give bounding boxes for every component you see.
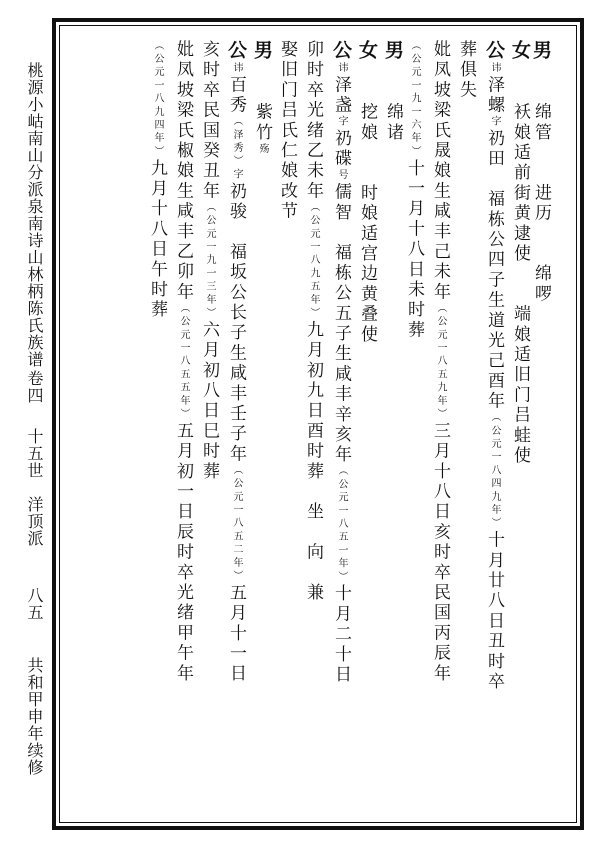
annotation-text: （公元一九一六年） xyxy=(409,40,420,159)
text-column xyxy=(405,40,422,341)
entry-marker: 公 xyxy=(330,40,352,63)
column-text: 卯时卒光绪乙未年 xyxy=(303,40,323,202)
text-column xyxy=(457,40,474,101)
edition-label: 共和甲申年续修 xyxy=(25,657,44,776)
column-text: 泽盏 xyxy=(331,75,351,116)
generation-label: 十五世 洋顶派 xyxy=(25,428,44,547)
text-column xyxy=(331,40,350,685)
annotation-text: 字 xyxy=(231,168,242,182)
column-text: 亥时卒民国癸丑年 xyxy=(199,40,219,202)
column-text: 五月初一日辰时卒光绪甲午年 xyxy=(173,421,193,685)
column-text: 袄娘适前街黄逮使 端娘适旧门吕蛙使 xyxy=(510,62,530,467)
column-text: 儒智 福栋公五子生咸丰辛亥年 xyxy=(331,182,351,466)
text-column xyxy=(484,40,503,692)
column-text: 挖娘 时娘适宫边黄叠使 xyxy=(357,62,377,346)
annotation-text: 字 xyxy=(336,115,347,130)
annotation-text: 字 xyxy=(489,115,500,130)
column-text: 九月初九日酉时葬 坐 向 兼 xyxy=(303,320,323,604)
text-column xyxy=(531,40,550,305)
text-column xyxy=(304,40,321,603)
annotation-text: 讳 xyxy=(489,62,500,76)
column-text: 三月十八日亥时卒民国丙辰年 xyxy=(430,421,450,685)
annotation-text: 殇 xyxy=(257,143,268,157)
text-column xyxy=(174,40,191,684)
column-text: 泽螺 xyxy=(484,75,504,116)
entry-marker: 男 xyxy=(382,40,404,63)
annotation-text: （公元一八五一年） xyxy=(336,465,347,585)
column-text: 葬俱失 xyxy=(456,40,476,101)
entry-marker: 女 xyxy=(509,40,531,63)
column-text: 六月初八日巳时葬 xyxy=(199,320,219,483)
text-column xyxy=(200,40,217,482)
column-text: 九月十八日午时葬 xyxy=(147,158,167,321)
column-text: 百秀 xyxy=(226,75,246,116)
annotation-text: （公元一九一三年） xyxy=(204,201,215,321)
genealogy-title: 桃源小岵南山分派泉南诗山林柄陈氏族谱 xyxy=(25,62,44,368)
annotation-text: （泽秀） xyxy=(231,115,242,169)
column-text: 十月二十日 xyxy=(331,584,351,686)
column-text: 绵诸 xyxy=(383,62,403,144)
page-number: 八五 xyxy=(25,587,44,621)
annotation-text: （公元一八九五年） xyxy=(308,201,319,321)
text-column xyxy=(252,40,271,156)
column-text: 礽骏 福坂公长子生咸丰壬子年 xyxy=(226,181,246,465)
annotation-text: （公元一八五二年） xyxy=(231,464,242,584)
annotation-text: 讳 xyxy=(231,62,242,76)
text-column xyxy=(383,40,402,143)
column-text: 妣凤坡梁氏晟娘生咸丰己未年 xyxy=(430,40,450,303)
text-column xyxy=(431,40,448,684)
entry-marker: 男 xyxy=(251,40,273,63)
annotation-text: （公元一八四九年） xyxy=(489,411,500,531)
column-text: 妣凤坡梁氏椒娘生咸丰乙卯年 xyxy=(173,40,193,303)
annotation-text: （公元一八九四年） xyxy=(152,40,163,159)
column-text: 紫竹 xyxy=(252,62,272,144)
entry-marker: 女 xyxy=(356,40,378,63)
entry-marker: 公 xyxy=(225,40,247,63)
column-text: 五月十一日 xyxy=(226,583,246,685)
column-text: 礽碟 xyxy=(331,129,351,170)
column-text: 十月廿八日丑时卒 xyxy=(484,530,504,693)
text-column xyxy=(148,40,165,320)
entry-marker: 男 xyxy=(530,40,552,63)
text-column xyxy=(226,40,245,684)
annotation-text: 讳 xyxy=(336,62,347,76)
column-text: 娶旧门吕氏仁娘改节 xyxy=(277,40,297,222)
annotation-text: 号 xyxy=(336,169,347,183)
column-text: 十一月十八日未时葬 xyxy=(404,158,424,341)
annotation-text: （公元一八五九年） xyxy=(435,302,446,422)
text-column xyxy=(510,40,529,466)
column-text: 绵管 进历 绵啰 xyxy=(531,62,551,305)
volume-label: 卷四 xyxy=(25,370,44,404)
column-text: 礽田 福栋公四子生道光己酉年 xyxy=(484,129,504,412)
text-column xyxy=(357,40,376,345)
entry-marker: 公 xyxy=(483,40,505,63)
annotation-text: （公元一八五五年） xyxy=(178,302,189,422)
text-column xyxy=(278,40,295,222)
